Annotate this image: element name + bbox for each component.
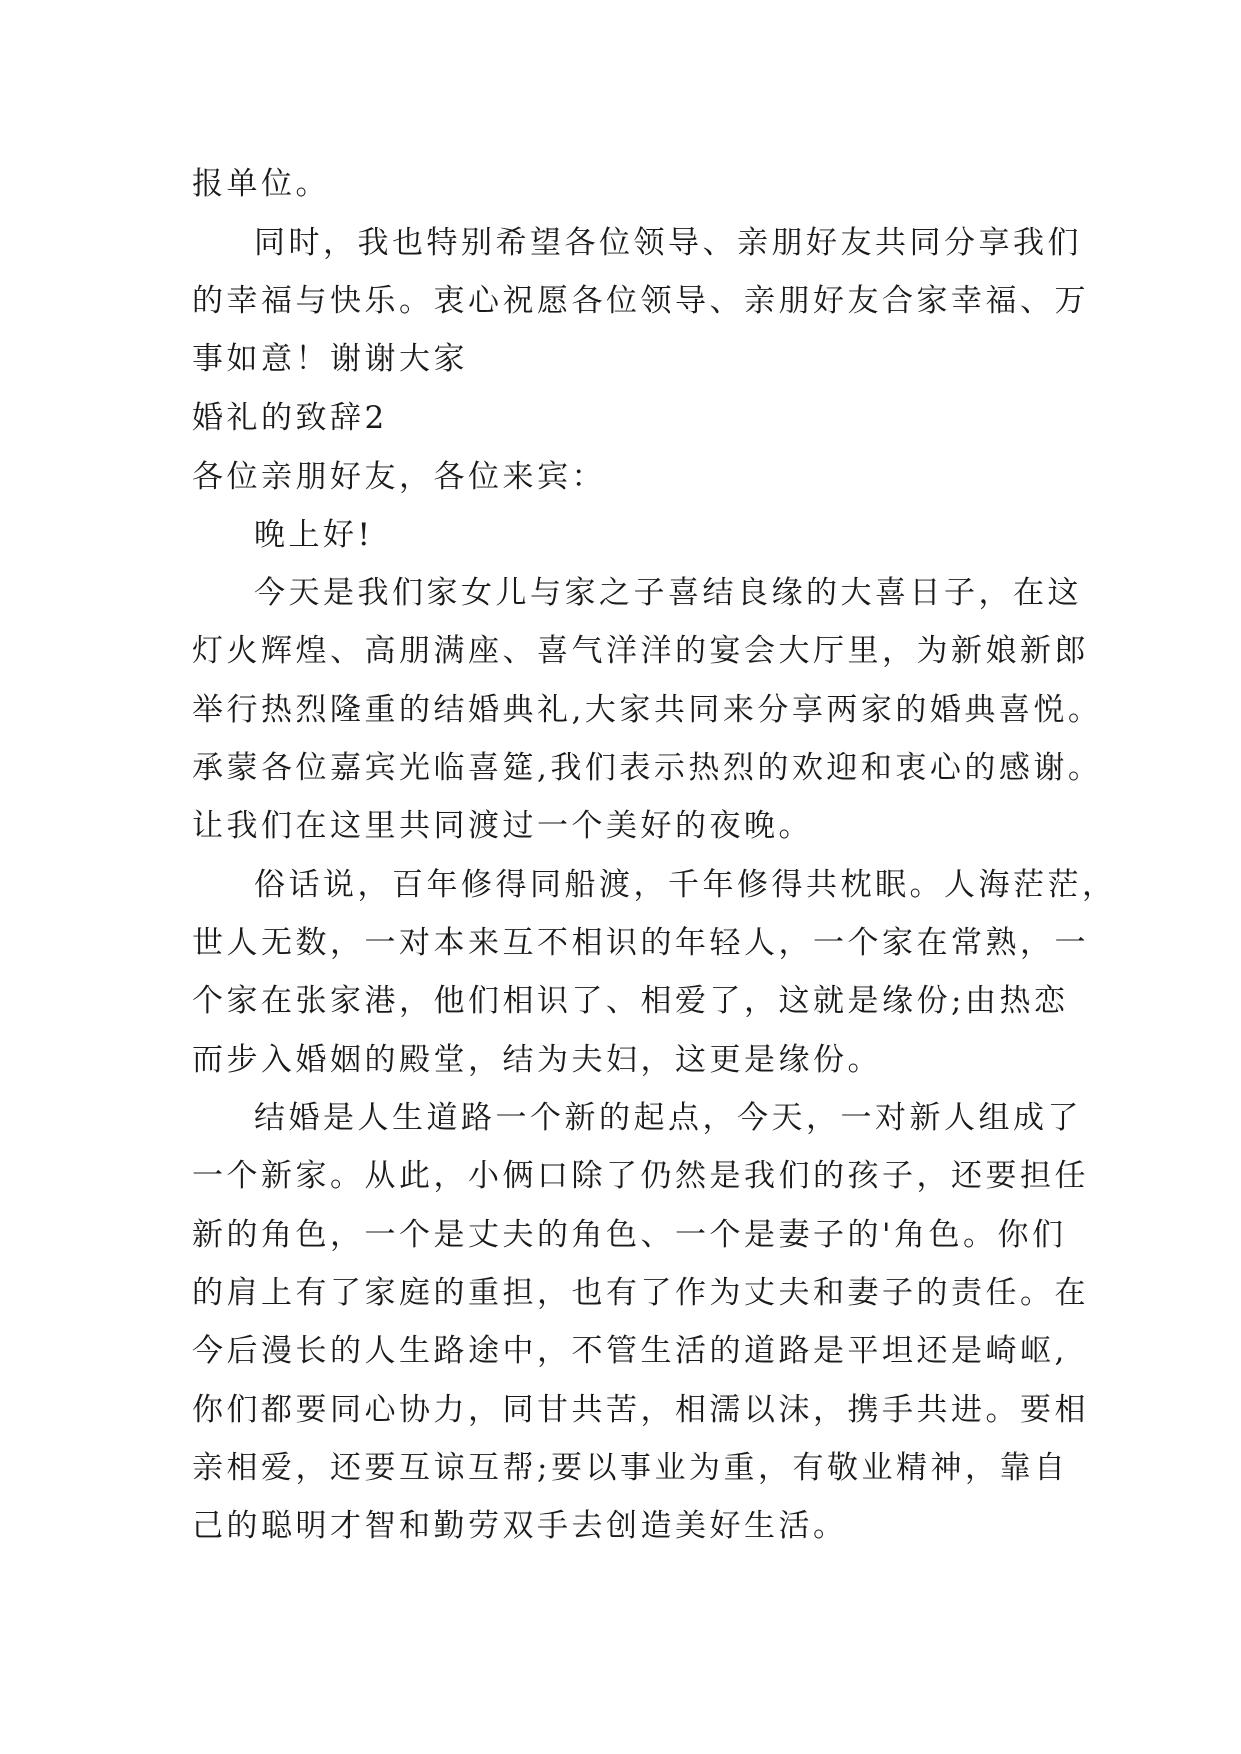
paragraph-start-line: 俗话说，百年修得同船渡，千年修得共枕眠。人海茫茫，: [254, 867, 1117, 903]
text-line: 今后漫长的人生路途中，不管生活的道路是平坦还是崎岖,: [192, 1333, 1068, 1369]
text-line: 而步入婚姻的殿堂，结为夫妇，这更是缘份。: [192, 1042, 882, 1078]
text-line: 承蒙各位嘉宾光临喜筵,我们表示热烈的欢迎和衷心的感谢。: [192, 750, 1103, 786]
text-line: 灯火辉煌、高朋满座、喜气洋洋的宴会大厅里，为新娘新郎: [192, 633, 1089, 669]
text-line: 事如意！谢谢大家: [192, 341, 468, 377]
text-line: 世人无数，一对本来互不相识的年轻人，一个家在常熟，一: [192, 925, 1089, 961]
paragraph-start-line: 结婚是人生道路一个新的起点，今天，一对新人组成了: [254, 1100, 1082, 1136]
text-line: 报单位。: [192, 166, 330, 202]
paragraph-start-line: 今天是我们家女儿与家之子喜结良缘的大喜日子，在这: [254, 575, 1082, 611]
text-line: 的肩上有了家庭的重担，也有了作为丈夫和妻子的责任。在: [192, 1275, 1089, 1311]
text-line: 一个新家。从此，小俩口除了仍然是我们的孩子，还要担任: [192, 1158, 1089, 1194]
text-line: 让我们在这里共同渡过一个美好的夜晚。: [192, 808, 813, 844]
text-line: 己的聪明才智和勤劳双手去创造美好生活。: [192, 1508, 848, 1544]
text-line: 举行热烈隆重的结婚典礼,大家共同来分享两家的婚典喜悦。: [192, 692, 1103, 728]
salutation-line: 各位亲朋好友，各位来宾：: [192, 459, 606, 495]
greeting-line: 晚上好!: [254, 517, 374, 553]
text-line: 你们都要同心协力，同甘共苦，相濡以沫，携手共进。要相: [192, 1392, 1089, 1428]
paragraph-start-line: 同时，我也特别希望各位领导、亲朋好友共同分享我们: [254, 225, 1082, 261]
text-line: 个家在张家港，他们相识了、相爱了，这就是缘份;由热恋: [192, 983, 1069, 1019]
section-heading: 婚礼的致辞2: [192, 400, 388, 436]
text-line: 亲相爱，还要互谅互帮;要以事业为重，有敬业精神，靠自: [192, 1450, 1069, 1486]
text-line: 的幸福与快乐。衷心祝愿各位领导、亲朋好友合家幸福、万: [192, 283, 1089, 319]
text-line: 新的角色，一个是丈夫的角色、一个是妻子的'角色。你们: [192, 1217, 1067, 1253]
